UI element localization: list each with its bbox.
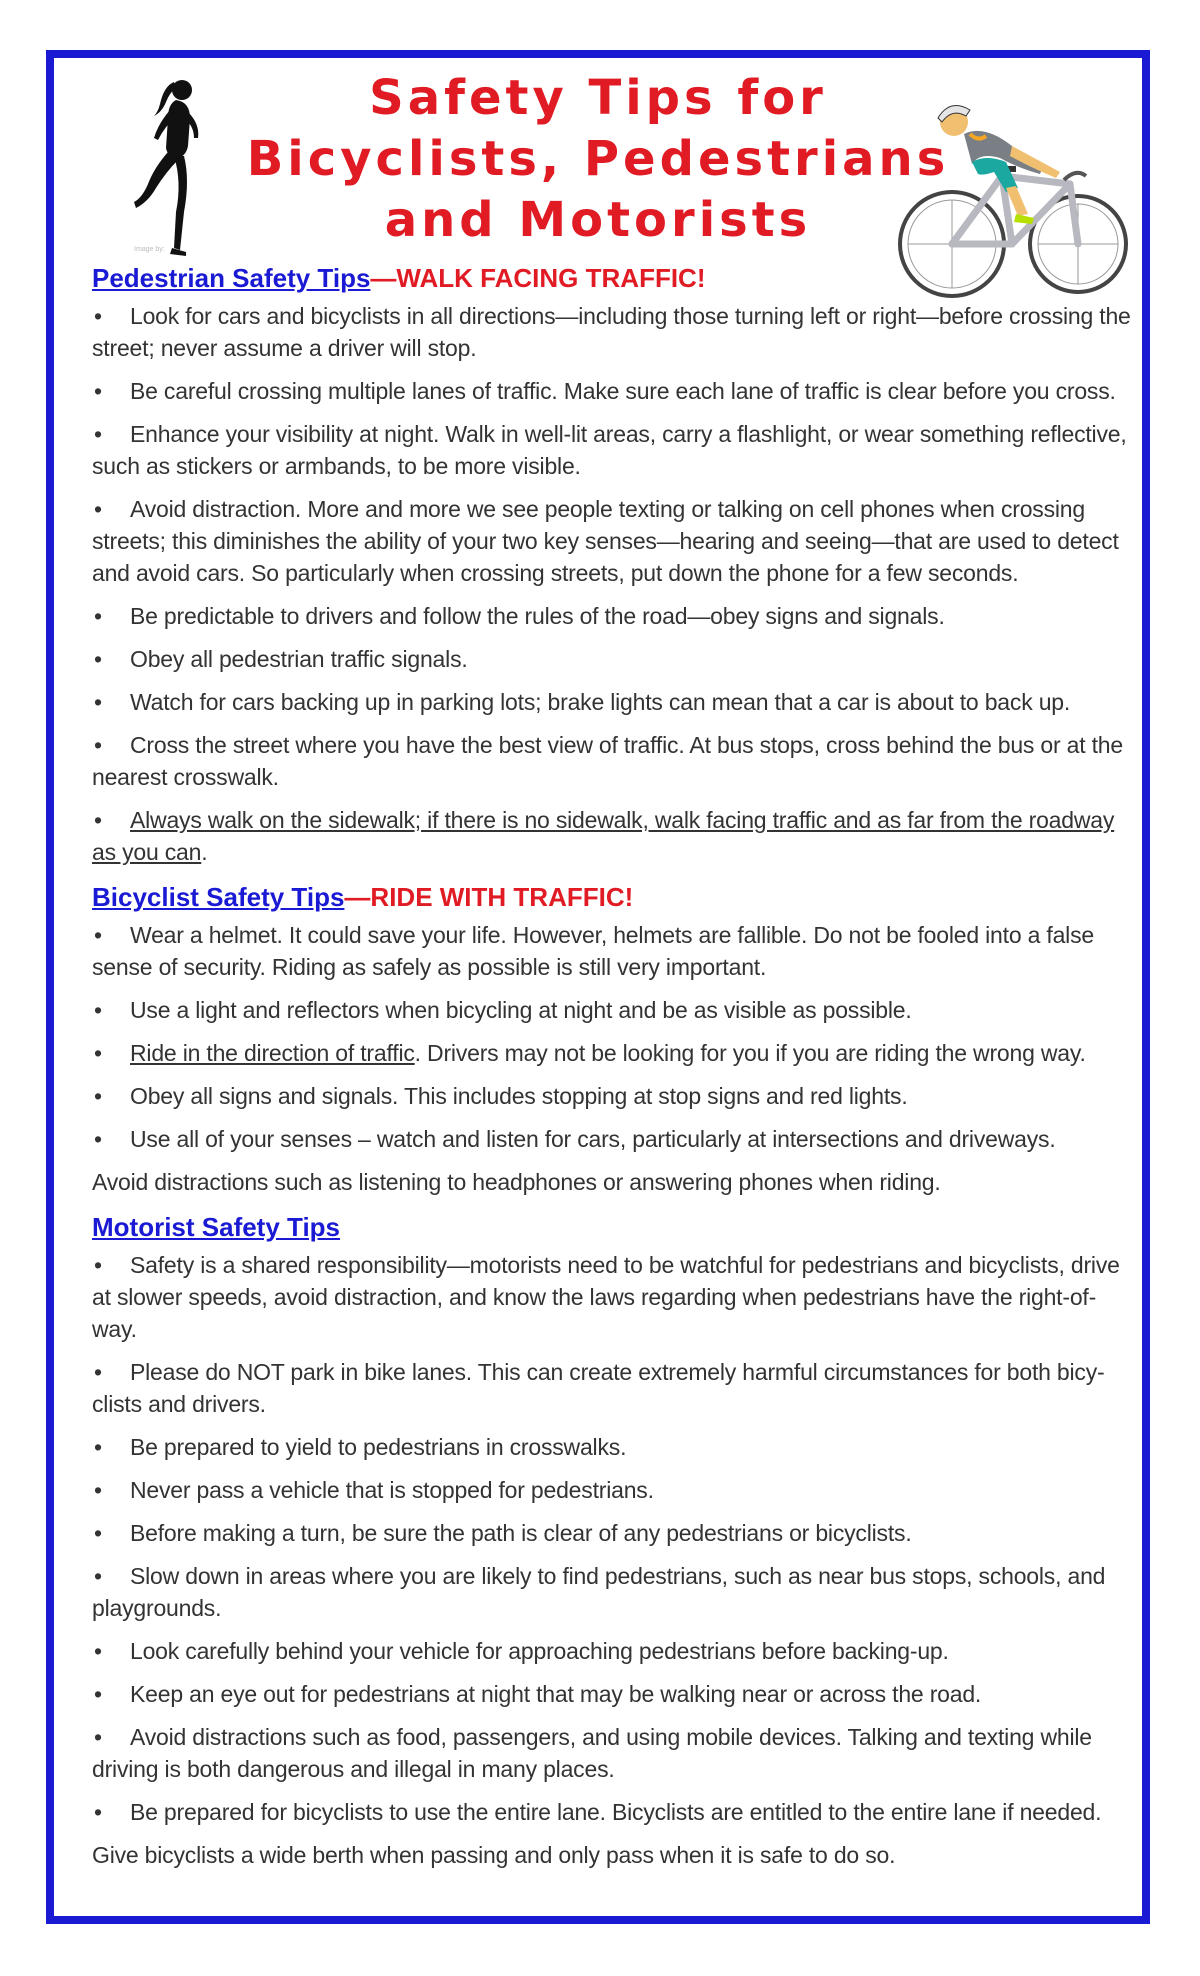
bullet-icon: •	[94, 496, 102, 522]
tip-text: Be prepared to yield to pedestrians in crosswalks.	[130, 1434, 627, 1460]
tip-text: Wear a helmet. It could save your life. However, helmets are fallible. Do not be fooled into a false sense of security. Riding as safely as possible is still very important.	[92, 922, 1094, 980]
list-item	[92, 1356, 1132, 1420]
tip-text: Avoid distraction. More and more we see people texting or talking on cell phones when crossing streets; this diminishes the ability of your two key senses—hearing and seeing—that are used to detect and avoid cars. So particularly when crossing streets, put down the phone for a few seconds.	[92, 496, 1119, 586]
list-item	[92, 1517, 1132, 1549]
list-item	[92, 375, 1132, 407]
bullet-icon: •	[94, 689, 102, 715]
list-item	[92, 1560, 1132, 1624]
list-item	[92, 300, 1132, 364]
bullet-icon: •	[94, 1252, 102, 1278]
list-item	[92, 919, 1132, 983]
tip-text: Use all of your senses – watch and listen for cars, particularly at intersections and driveways.	[130, 1126, 1056, 1152]
list-item	[92, 1678, 1132, 1710]
tip-text: Cross the street where you have the best view of traffic. At bus stops, cross behind the bus or at the nearest crosswalk.	[92, 732, 1123, 790]
list-item	[92, 686, 1132, 718]
bullet-icon: •	[94, 603, 102, 629]
tip-text: Be prepared for bicyclists to use the entire lane. Bicyclists are entitled to the entire lane if needed.	[130, 1799, 1102, 1825]
runner-credit: Image by:	[134, 246, 165, 253]
motorist-heading-link[interactable]: Motorist Safety Tips	[92, 1212, 341, 1242]
tip-text-end: .	[201, 839, 208, 865]
tip-text: Look for cars and bicyclists in all directions—including those turning left or right—before crossing the street; never assume a driver will stop.	[92, 303, 1131, 361]
bullet-icon: •	[94, 646, 102, 672]
flyer-border	[46, 50, 1150, 1924]
tip-text: Before making a turn, be sure the path is clear of any pedestrians or bicyclists.	[130, 1520, 912, 1546]
tip-text: Enhance your visibility at night. Walk in well-lit areas, carry a flashlight, or wear something reflective, such as stickers or armbands, to be more visible.	[92, 421, 1127, 479]
motorist-heading	[92, 1209, 1132, 1249]
bullet-icon: •	[94, 1359, 102, 1385]
tip-text: Watch for cars backing up in parking lots; brake lights can mean that a car is about to back up.	[130, 689, 1071, 715]
title-line-2: Bicyclists, Pedestrians	[246, 131, 950, 187]
tip-text: Obey all pedestrian traffic signals.	[130, 646, 468, 672]
list-item	[92, 1721, 1132, 1785]
bullet-icon: •	[94, 303, 102, 329]
tip-text-underlined: Ride in the direction of traffic	[130, 1040, 415, 1066]
tip-text: Safety is a shared responsibility—motorists need to be watchful for pedestrians and bicyclists, drive at slower speeds, avoid distraction, and know the laws regarding when pedestrians have the right-of-way.	[92, 1252, 1120, 1342]
list-item	[92, 1796, 1132, 1828]
pedestrian-heading-link[interactable]: Pedestrian Safety Tips	[92, 263, 371, 293]
bicyclist-tagline: —RIDE WITH TRAFFIC!	[344, 882, 634, 912]
tip-text: Keep an eye out for pedestrians at night that may be walking near or across the road.	[130, 1681, 982, 1707]
bicyclist-note: Avoid distractions such as listening to headphones or answering phones when riding.	[92, 1169, 941, 1195]
list-item	[92, 1431, 1132, 1463]
tip-text: Never pass a vehicle that is stopped for pedestrians.	[130, 1477, 654, 1503]
tip-text: Please do NOT park in bike lanes. This can create extremely harmful circumstances for both bicy-clists and drivers.	[92, 1359, 1105, 1417]
list-item	[92, 804, 1132, 868]
bullet-icon: •	[94, 922, 102, 948]
bullet-icon: •	[94, 1681, 102, 1707]
tip-text: . Drivers may not be looking for you if you are riding the wrong way.	[414, 1040, 1086, 1066]
tip-text: Look carefully behind your vehicle for approaching pedestrians before backing-up.	[130, 1638, 949, 1664]
list-item	[92, 1080, 1132, 1112]
list-item	[92, 493, 1132, 589]
bullet-icon: •	[94, 1083, 102, 1109]
tip-text: Be careful crossing multiple lanes of traffic. Make sure each lane of traffic is clear before you cross.	[130, 378, 1116, 404]
list-item	[92, 1037, 1132, 1069]
bullet-icon: •	[94, 1724, 102, 1750]
flyer-header	[54, 58, 1142, 258]
tip-text: Use a light and reflectors when bicycling at night and be as visible as possible.	[130, 997, 912, 1023]
bullet-icon: •	[94, 1638, 102, 1664]
list-item	[92, 1249, 1132, 1345]
tip-text: Slow down in areas where you are likely to find pedestrians, such as near bus stops, schools, and playgrounds.	[92, 1563, 1106, 1621]
page-title	[204, 68, 992, 251]
pedestrian-heading	[92, 260, 1132, 300]
tip-text: Be predictable to drivers and follow the rules of the road—obey signs and signals.	[130, 603, 945, 629]
bullet-icon: •	[94, 1799, 102, 1825]
list-item	[92, 643, 1132, 675]
pedestrian-tagline: —WALK FACING TRAFFIC!	[370, 263, 706, 293]
bullet-icon: •	[94, 1040, 102, 1066]
list-item	[92, 1474, 1132, 1506]
bullet-icon: •	[94, 732, 102, 758]
content	[92, 260, 1132, 1882]
bullet-icon: •	[94, 1126, 102, 1152]
motorist-note: Give bicyclists a wide berth when passing and only pass when it is safe to do so.	[92, 1842, 896, 1868]
list-item	[92, 729, 1132, 793]
tip-text: Obey all signs and signals. This includes stopping at stop signs and red lights.	[130, 1083, 908, 1109]
title-line-3: and Motorists	[384, 192, 812, 248]
bicyclist-heading-link[interactable]: Bicyclist Safety Tips	[92, 882, 345, 912]
bullet-icon: •	[94, 421, 102, 447]
tip-text-underlined: Always walk on the sidewalk; if there is no sidewalk, walk facing traffic and as far from the roadway as you can	[92, 807, 1115, 865]
motorist-tips	[92, 1249, 1132, 1828]
bicyclist-tips	[92, 919, 1132, 1155]
bullet-icon: •	[94, 1477, 102, 1503]
title-line-1: Safety Tips for	[369, 70, 827, 126]
list-item	[92, 1123, 1132, 1155]
list-item	[92, 418, 1132, 482]
bullet-icon: •	[94, 807, 102, 833]
bullet-icon: •	[94, 378, 102, 404]
bullet-icon: •	[94, 1520, 102, 1546]
bicyclist-heading	[92, 879, 1132, 919]
bullet-icon: •	[94, 1563, 102, 1589]
tip-text: Avoid distractions such as food, passengers, and using mobile devices. Talking and texting while driving is both dangerous and illegal in many places.	[92, 1724, 1092, 1782]
list-item	[92, 1635, 1132, 1667]
bullet-icon: •	[94, 997, 102, 1023]
list-item	[92, 994, 1132, 1026]
pedestrian-tips	[92, 300, 1132, 868]
bullet-icon: •	[94, 1434, 102, 1460]
list-item	[92, 600, 1132, 632]
